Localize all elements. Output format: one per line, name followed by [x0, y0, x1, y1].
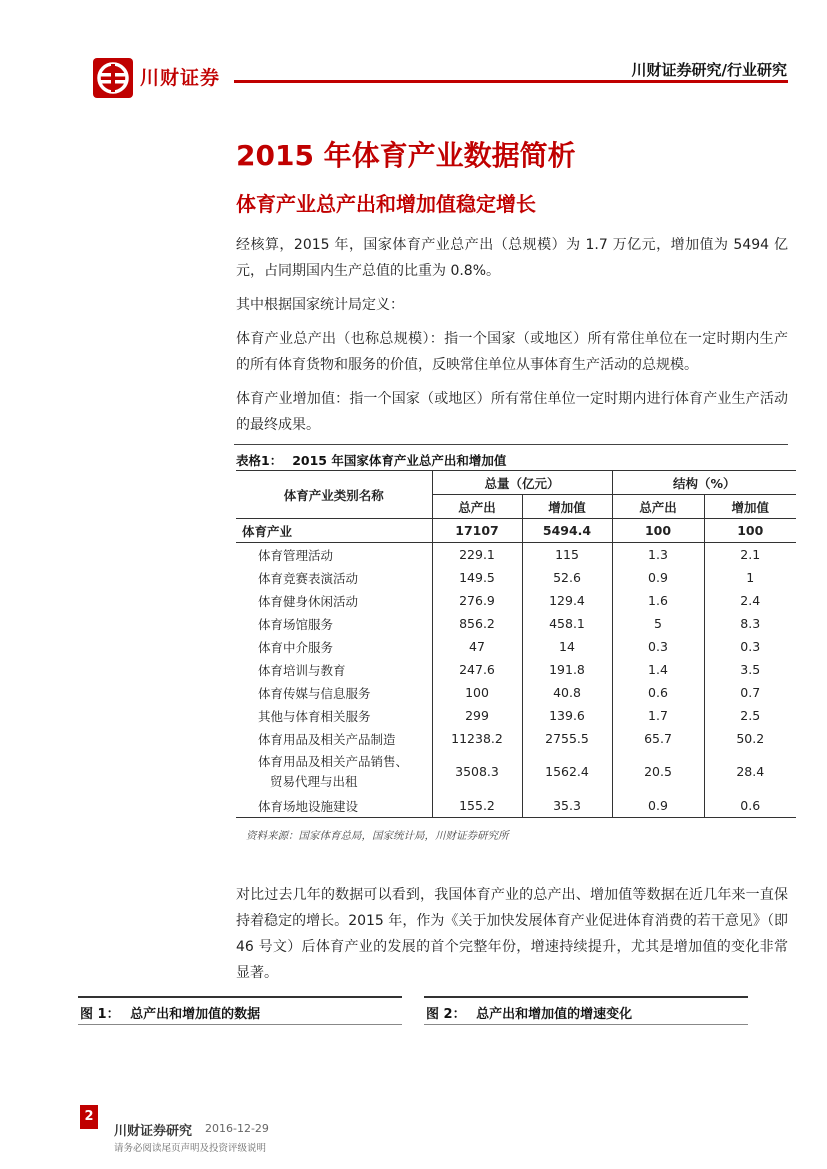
figure-divider [78, 1024, 402, 1025]
section-subtitle: 体育产业总产出和增加值稳定增长 [236, 192, 536, 216]
figure-1-label: 图 1： [80, 1007, 120, 1022]
row-category: 其他与体育相关服务 [258, 708, 371, 724]
cell-added: 35.3 [522, 794, 612, 818]
row-category: 体育场地设施建设 [236, 794, 432, 818]
column-header-output-share: 总产出 [612, 495, 704, 519]
footer-disclaimer-note: 请务必阅读尾页声明及投资评级说明 [114, 1143, 267, 1154]
cell-added-share: 2.5 [704, 704, 796, 727]
cell-added: 40.8 [522, 681, 612, 704]
cell-output-share: 0.9 [612, 794, 704, 818]
body-paragraph: 体育产业增加值：指一个国家（或地区）所有常住单位一定时期内进行体育产业生产活动的最终成果。 [236, 391, 788, 433]
table-caption [236, 451, 506, 469]
data-table [236, 470, 796, 818]
cell-added-share: 0.3 [704, 635, 796, 658]
cell-added-share: 2.1 [704, 543, 796, 567]
cell-output: 11238.2 [432, 727, 522, 750]
cell-output: 155.2 [432, 794, 522, 818]
table-row [236, 750, 796, 794]
table-row [236, 566, 796, 589]
table-divider [234, 444, 788, 445]
footer-brand: 川财证券研究 [114, 1124, 193, 1139]
cell-output-share: 1.6 [612, 589, 704, 612]
column-header-added: 增加值 [522, 495, 612, 519]
figure-1-title: 总产出和增加值的数据 [130, 1007, 261, 1022]
brand-name: 川财证券 [140, 67, 221, 89]
cell-output-share: 20.5 [612, 750, 704, 794]
column-header-category: 体育产业类别名称 [236, 471, 432, 519]
figure-1-caption [80, 1003, 260, 1022]
table-row [236, 635, 796, 658]
table-row [236, 794, 796, 818]
figure-2-label: 图 2： [426, 1007, 466, 1022]
cell-added-share: 0.7 [704, 681, 796, 704]
row-category: 体育管理活动 [258, 547, 334, 563]
cell-output-share: 65.7 [612, 727, 704, 750]
row-category: 体育传媒与信息服务 [258, 685, 371, 701]
row-category: 体育场馆服务 [258, 616, 334, 632]
table-row [236, 681, 796, 704]
row-category-line: 贸易代理与出租 [270, 774, 358, 789]
cell-output: 247.6 [432, 658, 522, 681]
row-category-line: 体育用品及相关产品销售、 [258, 754, 409, 769]
header-section-title: 川财证券研究/行业研究 [631, 61, 787, 79]
cell-output: 47 [432, 635, 522, 658]
table-row [236, 543, 796, 567]
cell-output-share: 5 [612, 612, 704, 635]
cell-output-share: 0.6 [612, 681, 704, 704]
cell-added: 5494.4 [522, 519, 612, 543]
cell-added: 1562.4 [522, 750, 612, 794]
cell-added-share: 1 [704, 566, 796, 589]
cell-added: 14 [522, 635, 612, 658]
cell-added: 115 [522, 543, 612, 567]
column-group-structure: 结构（%） [612, 471, 796, 495]
cell-output: 3508.3 [432, 750, 522, 794]
cell-output-share: 100 [612, 519, 704, 543]
cell-output: 100 [432, 681, 522, 704]
table-row [236, 704, 796, 727]
table-row-total [236, 519, 796, 543]
cell-output-share: 0.9 [612, 566, 704, 589]
cell-added-share: 28.4 [704, 750, 796, 794]
page-number: 2 [80, 1105, 98, 1129]
table-caption-title: 2015 年国家体育产业总产出和增加值 [292, 453, 507, 468]
cell-output: 149.5 [432, 566, 522, 589]
row-category: 体育中介服务 [258, 639, 334, 655]
row-category: 体育竞赛表演活动 [258, 570, 359, 586]
table-row [236, 658, 796, 681]
footer-date: 2016-12-29 [205, 1122, 269, 1135]
cell-output: 299 [432, 704, 522, 727]
cell-output: 229.1 [432, 543, 522, 567]
cell-output: 276.9 [432, 589, 522, 612]
row-category: 体育用品及相关产品制造 [258, 731, 396, 747]
column-header-output: 总产出 [432, 495, 522, 519]
column-group-amount: 总量（亿元） [432, 471, 612, 495]
body-paragraph: 体育产业总产出（也称总规模）：指一个国家（或地区）所有常住单位在一定时期内生产的所有体育货物和服务的价值，反映常住单位从事体育生产活动的总规模。 [236, 331, 788, 373]
cell-added: 2755.5 [522, 727, 612, 750]
table-source-note: 资料来源：国家体育总局，国家统计局，川财证券研究所 [246, 830, 509, 842]
figure-divider [78, 996, 402, 998]
cell-added-share: 8.3 [704, 612, 796, 635]
cell-added: 458.1 [522, 612, 612, 635]
cell-added: 52.6 [522, 566, 612, 589]
figure-divider [424, 996, 748, 998]
figure-2-caption [426, 1003, 632, 1022]
row-category: 体育产业 [236, 519, 432, 543]
table-row [236, 589, 796, 612]
cell-output-share: 1.7 [612, 704, 704, 727]
table-row [236, 612, 796, 635]
cell-added: 129.4 [522, 589, 612, 612]
figure-divider [424, 1024, 748, 1025]
cell-added-share: 100 [704, 519, 796, 543]
cell-added: 139.6 [522, 704, 612, 727]
page-title: 2015 年体育产业数据简析 [236, 139, 576, 172]
row-category [236, 750, 432, 794]
cell-added-share: 50.2 [704, 727, 796, 750]
column-header-added-share: 增加值 [704, 495, 796, 519]
cell-added-share: 3.5 [704, 658, 796, 681]
table-header-row [236, 471, 796, 495]
table-row [236, 727, 796, 750]
body-paragraph: 其中根据国家统计局定义： [236, 297, 404, 313]
cell-output-share: 1.3 [612, 543, 704, 567]
row-category: 体育培训与教育 [258, 662, 346, 678]
cell-output: 856.2 [432, 612, 522, 635]
header-divider [234, 80, 788, 83]
cell-added-share: 2.4 [704, 589, 796, 612]
figure-2-title: 总产出和增加值的增速变化 [476, 1007, 633, 1022]
row-category: 体育健身休闲活动 [258, 593, 359, 609]
body-paragraph: 经核算，2015 年，国家体育产业总产出（总规模）为 1.7 万亿元，增加值为 5494 亿元，占同期国内生产总值的比重为 0.8%。 [236, 237, 788, 279]
cell-output: 17107 [432, 519, 522, 543]
cell-output-share: 0.3 [612, 635, 704, 658]
cell-added: 191.8 [522, 658, 612, 681]
brand-logo-icon [93, 58, 133, 98]
table-caption-label: 表格1： [236, 453, 283, 468]
cell-added-share: 0.6 [704, 794, 796, 818]
body-paragraph: 对比过去几年的数据可以看到，我国体育产业的总产出、增加值等数据在近几年来一直保持着稳定的增长。2015 年，作为《关于加快发展体育产业促进体育消费的若干意见》（即 46 号文）后体育产业的发展的首个完整年份，增速持续提升，尤其是增加值的变化非常显著。 [236, 887, 788, 981]
cell-output-share: 1.4 [612, 658, 704, 681]
